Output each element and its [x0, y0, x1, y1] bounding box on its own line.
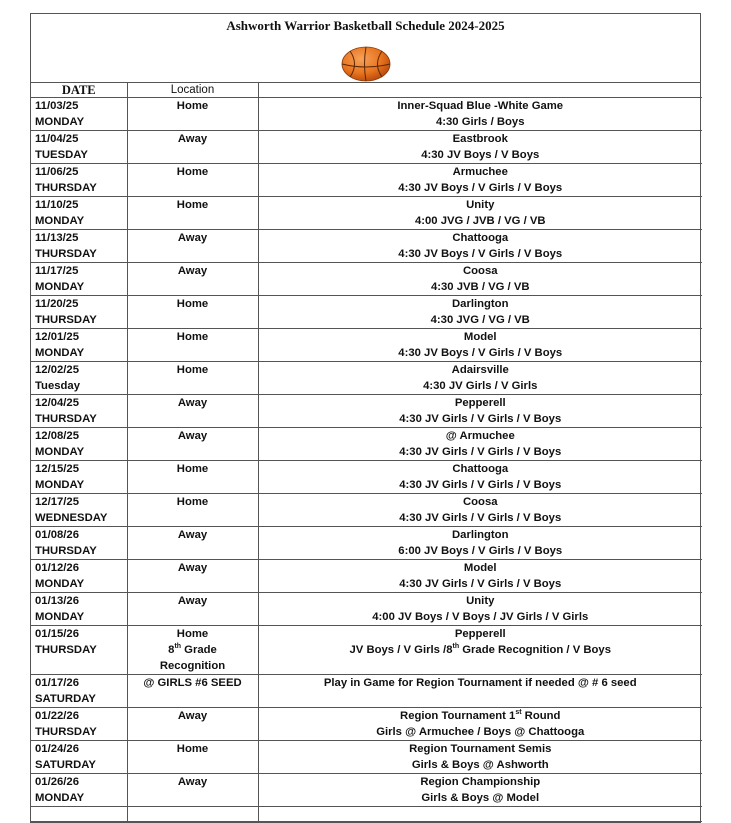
location-cell: Away	[127, 708, 258, 741]
location-cell: Home	[127, 494, 258, 527]
special-rows	[31, 626, 702, 741]
location-cell: Home	[127, 98, 258, 131]
event-cell: Region Championship Girls & Boys @ Model	[258, 774, 702, 807]
date-cell: 12/08/25 MONDAY	[31, 428, 127, 461]
date-header: DATE	[31, 83, 127, 98]
table-row	[31, 296, 702, 329]
location-cell: Away	[127, 131, 258, 164]
location-cell: Away	[127, 428, 258, 461]
event-cell: Model 4:30 JV Boys / V Girls / V Boys	[258, 329, 702, 362]
date-cell: 01/24/26 SATURDAY	[31, 741, 127, 774]
event-cell: Adairsville 4:30 JV Girls / V Girls	[258, 362, 702, 395]
table-row	[31, 626, 702, 675]
event-cell: Coosa 4:30 JV Girls / V Girls / V Boys	[258, 494, 702, 527]
final-rows	[31, 741, 702, 807]
event-cell: Eastbrook 4:30 JV Boys / V Boys	[258, 131, 702, 164]
schedule-sheet	[30, 13, 701, 823]
location-cell: Home 8th Grade Recognition	[127, 626, 258, 675]
date-cell: 12/17/25 WEDNESDAY	[31, 494, 127, 527]
date-cell: 11/04/25 TUESDAY	[31, 131, 127, 164]
date-cell: 11/17/25 MONDAY	[31, 263, 127, 296]
location-cell: Home	[127, 197, 258, 230]
event-cell: Darlington 4:30 JVG / VG / VB	[258, 296, 702, 329]
event-cell: Pepperell 4:30 JV Girls / V Girls / V Boys	[258, 395, 702, 428]
schedule-table	[31, 83, 702, 822]
table-row	[31, 98, 702, 131]
location-cell: Away	[127, 230, 258, 263]
date-cell: 01/13/26 MONDAY	[31, 593, 127, 626]
date-cell: 12/01/25 MONDAY	[31, 329, 127, 362]
date-cell: 11/20/25 THURSDAY	[31, 296, 127, 329]
event-cell: Region Tournament Semis Girls & Boys @ Ashworth	[258, 741, 702, 774]
location-cell: Away	[127, 560, 258, 593]
event-cell: Unity 4:00 JVG / JVB / VG / VB	[258, 197, 702, 230]
location-cell: @ GIRLS #6 SEED	[127, 675, 258, 708]
location-cell: Away	[127, 774, 258, 807]
event-cell: Darlington 6:00 JV Boys / V Girls / V Boys	[258, 527, 702, 560]
table-row	[31, 428, 702, 461]
location-cell: Away	[127, 527, 258, 560]
location-cell: Home	[127, 164, 258, 197]
table-row	[31, 131, 702, 164]
table-row	[31, 263, 702, 296]
event-cell: Model 4:30 JV Girls / V Girls / V Boys	[258, 560, 702, 593]
table-row	[31, 527, 702, 560]
date-cell: 01/12/26 MONDAY	[31, 560, 127, 593]
event-cell: @ Armuchee 4:30 JV Girls / V Girls / V Boys	[258, 428, 702, 461]
table-row	[31, 230, 702, 263]
location-cell: Home	[127, 296, 258, 329]
blank-row	[31, 807, 702, 822]
schedule-rows	[31, 98, 702, 626]
date-cell: 12/04/25 THURSDAY	[31, 395, 127, 428]
date-cell: 01/15/26 THURSDAY	[31, 626, 127, 675]
basketball-icon	[341, 46, 391, 82]
location-header: Location	[127, 83, 258, 98]
table-row	[31, 395, 702, 428]
event-cell: Inner-Squad Blue -White Game 4:30 Girls / Boys	[258, 98, 702, 131]
date-cell: 11/06/25 THURSDAY	[31, 164, 127, 197]
title-block	[31, 14, 700, 83]
table-row	[31, 675, 702, 708]
event-cell: Play in Game for Region Tournament if needed @ # 6 seed	[258, 675, 702, 708]
location-cell: Home	[127, 362, 258, 395]
date-cell: 12/15/25 MONDAY	[31, 461, 127, 494]
location-cell: Home	[127, 329, 258, 362]
event-cell: Chattooga 4:30 JV Girls / V Girls / V Boys	[258, 461, 702, 494]
table-row	[31, 741, 702, 774]
location-cell: Home	[127, 741, 258, 774]
event-header	[258, 83, 702, 98]
date-cell: 01/08/26 THURSDAY	[31, 527, 127, 560]
table-row	[31, 774, 702, 807]
event-cell: Armuchee 4:30 JV Boys / V Girls / V Boys	[258, 164, 702, 197]
event-cell: Pepperell JV Boys / V Girls /8th Grade Recognition / V Boys	[258, 626, 702, 675]
date-cell: 11/10/25 MONDAY	[31, 197, 127, 230]
event-cell: Region Tournament 1st Round Girls @ Armuchee / Boys @ Chattooga	[258, 708, 702, 741]
table-row	[31, 708, 702, 741]
date-cell: 01/26/26 MONDAY	[31, 774, 127, 807]
table-row	[31, 494, 702, 527]
table-row	[31, 560, 702, 593]
location-cell: Home	[127, 461, 258, 494]
date-cell: 01/17/26 SATURDAY	[31, 675, 127, 708]
header-row	[31, 83, 702, 98]
table-row	[31, 197, 702, 230]
event-cell: Coosa 4:30 JVB / VG / VB	[258, 263, 702, 296]
date-cell: 12/02/25 Tuesday	[31, 362, 127, 395]
date-cell: 11/03/25 MONDAY	[31, 98, 127, 131]
event-cell: Chattooga 4:30 JV Boys / V Girls / V Boys	[258, 230, 702, 263]
table-row	[31, 461, 702, 494]
location-cell: Away	[127, 263, 258, 296]
event-cell: Unity 4:00 JV Boys / V Boys / JV Girls / V Girls	[258, 593, 702, 626]
page-title: Ashworth Warrior Basketball Schedule 2024-2025	[226, 18, 505, 33]
table-row	[31, 362, 702, 395]
location-cell: Away	[127, 593, 258, 626]
date-cell: 01/22/26 THURSDAY	[31, 708, 127, 741]
table-row	[31, 164, 702, 197]
table-row	[31, 329, 702, 362]
location-cell: Away	[127, 395, 258, 428]
date-cell: 11/13/25 THURSDAY	[31, 230, 127, 263]
table-row	[31, 593, 702, 626]
